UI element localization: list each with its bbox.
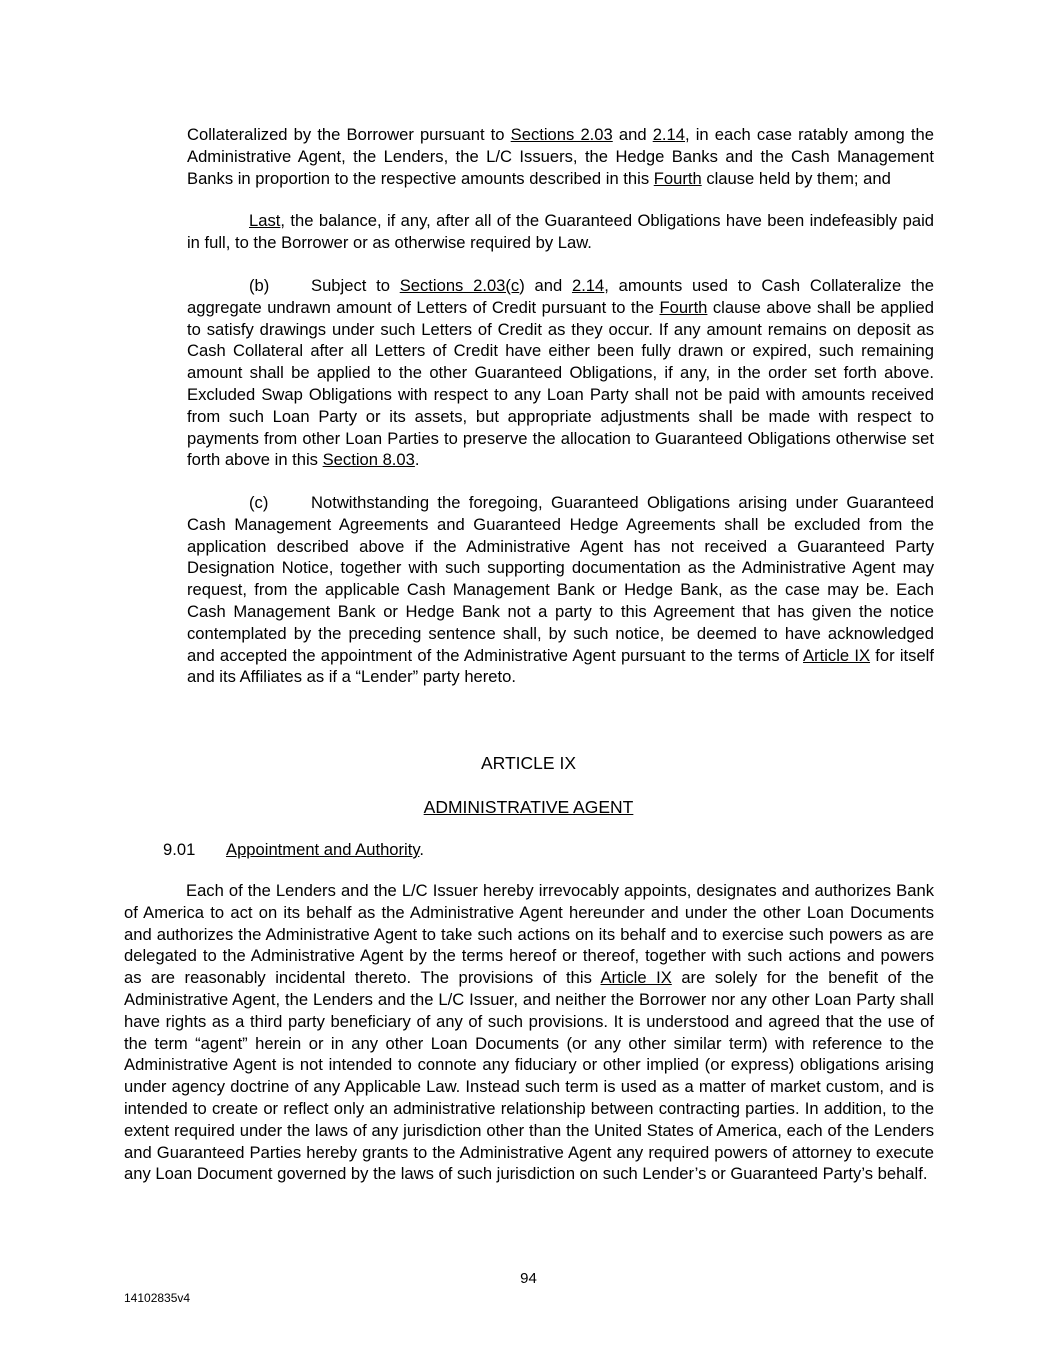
section-reference: 2.14 <box>571 276 605 295</box>
text-run: Each of the Lenders and the L/C Issuer hereby irrevocably appoints, designates and authorizes Bank of America to act on its behalf as the Administrative Agent hereunder and under the other Loan Documents and authorizes the Administrative Agent to take such actions on its behalf and to exercise such powers as are delegated to the Administrative Agent by the terms hereof or thereof, together with such actions and powers as are reasonably incidental thereto. The provisions of this <box>124 881 934 988</box>
article-title <box>0 796 1057 818</box>
text-run: . <box>414 450 420 470</box>
text-run: clause held by them; and <box>701 168 891 188</box>
text-run: are solely for the benefit of the Administrative Agent, the Lenders and the L/C Issuer, and neither the Borrower nor any other Loan Party shall have rights as a third party beneficiary of any of such provisions. It is understood and agreed that the use of the term “agent” herein or in any other Loan Documents (or any other similar term) with reference to the Administrative Agent is not intended to connote any fiduciary or other implied (or express) obligations arising under agency doctrine of any Applicable Law. Instead such term is used as a matter of market custom, and is intended to create or reflect only an administrative relationship between contracting parties. In addition, to the extent required under the laws of any jurisdiction other than the United States of America, each of the Lenders and Guaranteed Parties hereby grants to the Administrative Agent any required powers of attorney to execute any Loan Document governed by the laws of such jurisdiction on such Lender’s or Guaranteed Party’s behalf. <box>124 968 934 1184</box>
paragraph-appointment <box>124 880 934 1185</box>
section-reference: 2.14 <box>652 125 685 144</box>
page-number: 94 <box>520 1270 537 1287</box>
section-reference: Section 8.03 <box>322 450 415 470</box>
text-run: , in each case ratably among the Administrative Agent, the Lenders, the L/C Issuers, the Hedge Banks and the Cash Management Banks in proportion to the respective amounts described in this <box>187 125 934 188</box>
clause-reference: Fourth <box>653 168 702 188</box>
section-reference: Sections 2.03 <box>510 125 613 144</box>
article-reference: Article IX <box>803 645 871 665</box>
section-heading-9-01 <box>163 839 424 861</box>
paragraph-b <box>187 275 934 471</box>
section-title: Appointment and Authority <box>226 840 420 859</box>
text-run: clause above shall be applied to satisfy drawings under such Letters of Credit as they occur. If any amount remains on deposit as Cash Collateral after all Letters of Credit have either been fully drawn or expired, such remaining amount shall be applied to the other Guaranteed Obligations, if any, in the order set forth above. Excluded Swap Obligations with respect to any Loan Party shall not be paid with amounts received from such Loan Party or its assets, but appropriate adjustments shall be made with respect to payments from other Loan Parties to preserve the allocation to Guaranteed Obligations otherwise set forth above in this <box>187 297 934 470</box>
text-run: for itself and its Affiliates as if a “Lender” party hereto. <box>187 645 934 687</box>
article-title-text: ADMINISTRATIVE AGENT <box>423 797 634 817</box>
text-run: Collateralized by the Borrower pursuant to <box>187 125 511 144</box>
clause-term: Last <box>249 211 281 230</box>
text-run: Subject to <box>311 276 400 295</box>
section-number: 9.01 <box>163 840 196 859</box>
paragraph-fourth-clause-continuation <box>187 124 934 189</box>
text-run: ) and <box>519 276 572 295</box>
paragraph-label: (c) <box>249 493 269 512</box>
paragraph-last-clause <box>187 210 934 254</box>
paragraph-label: (b) <box>249 276 270 295</box>
document-id: 14102835v4 <box>124 1291 191 1305</box>
text-run: and <box>612 125 653 144</box>
text-run: , the balance, if any, after all of the Guaranteed Obligations have been indefeasibly paid in full, to the Borrower or as otherwise required by Law. <box>187 211 934 252</box>
article-reference: Article IX <box>600 968 672 988</box>
article-number: ARTICLE IX <box>481 753 576 773</box>
text-run: Notwithstanding the foregoing, Guaranteed Obligations arising under Guaranteed Cash Management Agreements and Guaranteed Hedge Agreements shall be excluded from the application described above if the Administrative Agent has not received a Guaranteed Party Designation Notice, together with such supporting documentation as the Administrative Agent may request, from the applicable Cash Management Bank or Hedge Bank, as the case may be. Each Cash Management Bank or Hedge Bank not a party to this Agreement that has given the notice contemplated by the preceding sentence shall, by such notice, be deemed to have acknowledged and accepted the appointment of the Administrative Agent pursuant to the terms of <box>187 493 934 665</box>
text-run: . <box>419 840 425 859</box>
paragraph-c <box>187 492 934 688</box>
section-reference: Sections 2.03(c <box>399 276 520 295</box>
text-run: , amounts used to Cash Collateralize the aggregate undrawn amount of Letters of Credit pursuant to the <box>187 276 934 317</box>
clause-reference: Fourth <box>659 297 708 317</box>
